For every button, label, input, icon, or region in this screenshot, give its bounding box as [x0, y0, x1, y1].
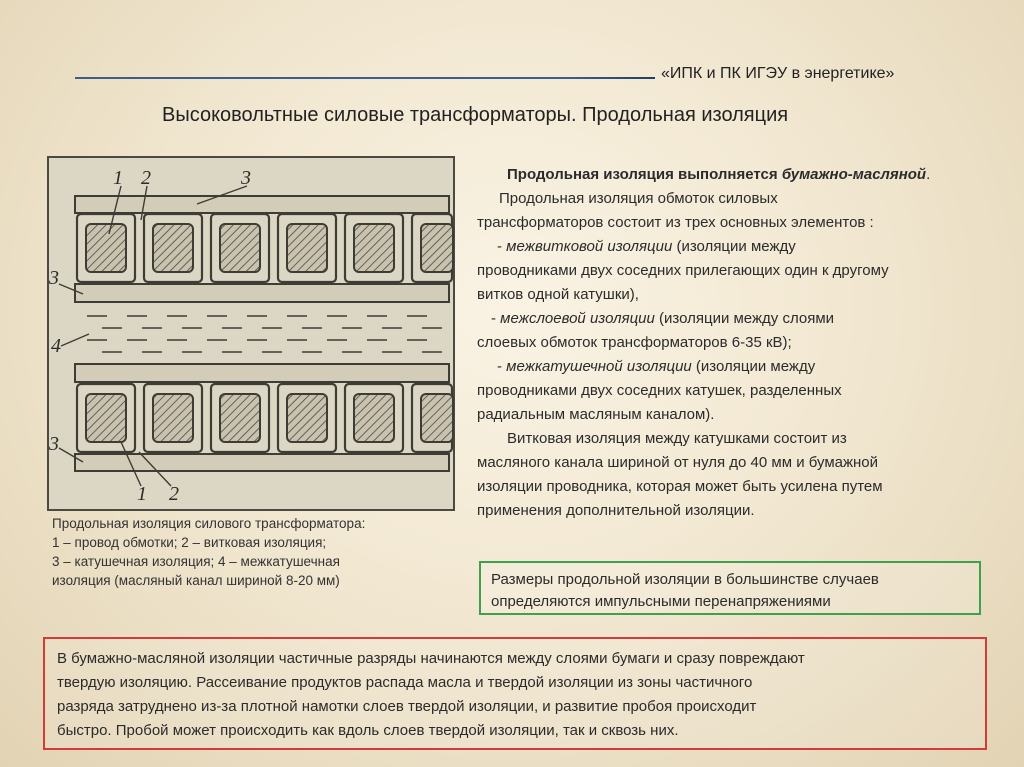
wire-conductor — [421, 394, 453, 442]
bottom-insulation-strip — [75, 454, 449, 471]
caption-line: 1 – провод обмотки; 2 – витковая изоляция; — [52, 535, 327, 550]
wire-conductor — [220, 394, 260, 442]
label-1-top: 1 — [113, 167, 123, 189]
p3-line: масляного канала шириной от нуля до 40 мм и бумажной — [477, 454, 879, 471]
note-line: твердую изоляцию. Рассеивание продуктов распада масла и твердой изоляции из зоны частичного — [57, 674, 753, 691]
wire-conductor — [153, 394, 193, 442]
item1-line: - межвитковой изоляции (изоляции между — [497, 238, 796, 255]
impulse-note-box — [479, 561, 981, 615]
wire-conductor — [153, 224, 193, 272]
body-text — [477, 163, 997, 523]
item3-line: проводниками двух соседних катушек, разделенных — [477, 382, 842, 399]
intro-line: Продольная изоляция выполняется бумажно-масляной. — [507, 166, 931, 183]
item1-line: витков одной катушки), — [477, 286, 639, 303]
note-line: Размеры продольной изоляции в большинстве случаев — [491, 571, 879, 588]
lower-coil-top-strip — [75, 364, 449, 382]
wire-conductor — [287, 224, 327, 272]
wire-conductor — [354, 224, 394, 272]
caption-line: изоляция (масляный канал шириной 8-20 мм) — [52, 573, 340, 588]
wire-conductor — [421, 224, 453, 272]
label-4: 4 — [51, 335, 61, 357]
note-line: определяются импульсными перенапряжениями — [491, 593, 831, 610]
label-3-left-upper: 3 — [49, 267, 59, 289]
p2-line: Продольная изоляция обмоток силовых — [499, 190, 778, 207]
caption-line: 3 – катушечная изоляция; 4 – межкатушечная — [52, 554, 340, 569]
wire-conductor — [354, 394, 394, 442]
wire-conductor — [287, 394, 327, 442]
wire-conductor — [220, 224, 260, 272]
wire-conductor — [86, 224, 126, 272]
label-1-bottom: 1 — [137, 483, 147, 505]
wire-conductor — [86, 394, 126, 442]
header-divider — [75, 77, 655, 79]
upper-coil-bottom-strip — [75, 284, 449, 302]
page-title: Высоковольтные силовые трансформаторы. Продольная изоляция — [162, 104, 789, 126]
item3-line: - межкатушечной изоляции (изоляции между — [497, 358, 816, 375]
label-2-top: 2 — [141, 167, 151, 189]
label-3-top: 3 — [241, 167, 251, 189]
top-insulation-strip — [75, 196, 449, 213]
item1-line: проводниками двух соседних прилегающих один к другому — [477, 262, 889, 279]
caption-line: Продольная изоляция силового трансформатора: — [52, 516, 366, 531]
insulation-figure — [47, 156, 455, 511]
label-3-left-lower: 3 — [49, 433, 59, 455]
p3-line: изоляции проводника, которая может быть усилена путем — [477, 478, 883, 495]
item2-line: - межслоевой изоляции (изоляции между слоями — [491, 310, 835, 327]
org-label: «ИПК и ПК ИГЭУ в энергетике» — [661, 65, 895, 82]
item3-line: радиальным масляным каналом). — [477, 406, 715, 423]
note-line: быстро. Пробой может происходить как вдоль слоев твердой изоляции, так и сквозь них. — [57, 722, 679, 739]
label-2-bottom: 2 — [169, 483, 179, 505]
partial-discharge-note-box — [43, 637, 987, 750]
note-line: разряда затруднено из-за плотной намотки слоев твердой изоляции, и развитие пробоя происходит — [57, 698, 757, 715]
figure-caption — [52, 514, 452, 590]
p3-line: Витковая изоляция между катушками состоит из — [507, 430, 847, 447]
p3-line: применения дополнительной изоляции. — [477, 502, 755, 519]
p2-line: трансформаторов состоит из трех основных элементов : — [477, 214, 874, 231]
item2-line: слоевых обмоток трансформаторов 6-35 кВ); — [477, 334, 792, 351]
note-line: В бумажно-масляной изоляции частичные разряды начинаются между слоями бумаги и сразу повреждают — [57, 650, 805, 667]
